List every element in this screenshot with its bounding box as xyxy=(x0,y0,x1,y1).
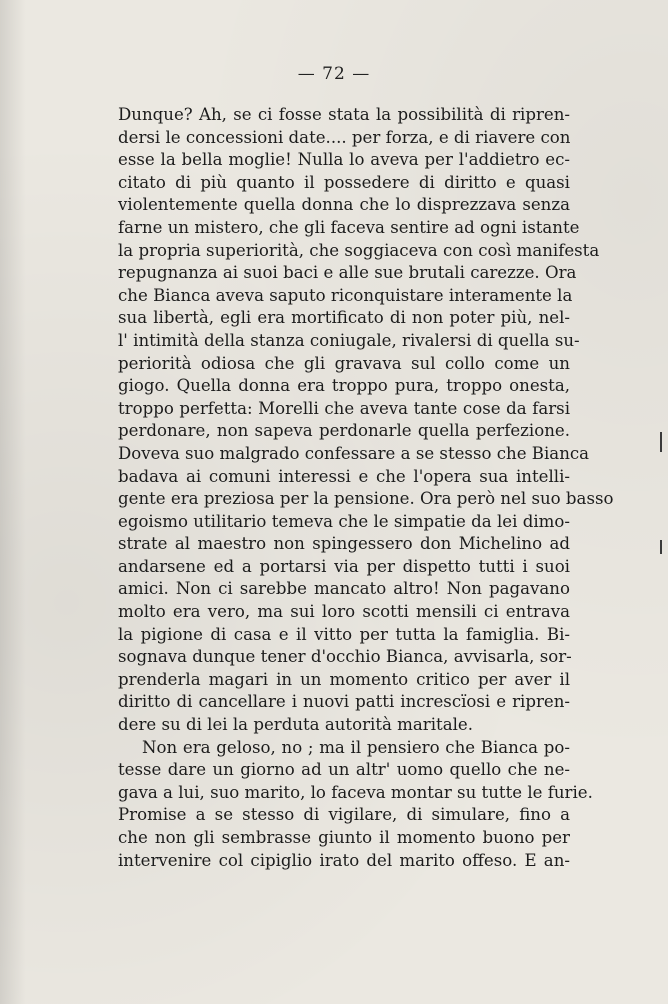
text-line: la pigione di casa e il vitto per tutta la famiglia. Bi- xyxy=(118,624,570,644)
text-line: che Bianca aveva saputo riconquistare interamente la xyxy=(118,285,573,305)
text-line: sognava dunque tener d'occhio Bianca, avvisarla, sor- xyxy=(118,647,572,667)
text-line: dersi le concessioni date.... per forza, e di riavere con xyxy=(118,127,571,147)
page-number: — 72 — xyxy=(297,64,371,84)
text-line: farne un mistero, che gli faceva sentire ad ogni istante xyxy=(118,217,580,237)
page-edge-mark xyxy=(660,540,662,554)
text-line: Non era geloso, no ; ma il pensiero che Bianca po- xyxy=(142,737,570,757)
text-line: citato di più quanto il possedere di diritto e quasi xyxy=(118,172,570,192)
text-line: egoismo utilitario temeva che le simpatie da lei dimo- xyxy=(118,511,570,531)
text-line: dere su di lei la perduta autorità maritale. xyxy=(118,715,473,735)
text-line: sua libertà, egli era mortificato di non poter più, nel- xyxy=(118,308,570,328)
body-text xyxy=(118,104,614,872)
text-line: che non gli sembrasse giunto il momento buono per xyxy=(118,828,570,847)
text-line: molto era vero, ma sui loro scotti mensili ci entrava xyxy=(118,602,570,622)
text-line: intervenire col cipiglio irato del marito offeso. E an- xyxy=(118,850,570,870)
page-gutter-shadow xyxy=(0,0,26,1004)
text-line: periorità odiosa che gli gravava sul collo come un xyxy=(118,353,570,373)
text-line: l' intimità della stanza coniugale, rivalersi di quella su- xyxy=(118,330,580,350)
page-edge-mark xyxy=(660,432,662,452)
text-line: la propria superiorità, che soggiaceva con così manifesta xyxy=(118,240,600,260)
text-line: Dunque? Ah, se ci fosse stata la possibilità di ripren- xyxy=(118,105,570,124)
text-line: repugnanza ai suoi baci e alle sue brutali carezze. Ora xyxy=(118,263,577,283)
text-line: gente era preziosa per la pensione. Ora però nel suo basso xyxy=(118,489,614,509)
text-line: badava ai comuni interessi e che l'opera sua intelli- xyxy=(118,466,570,486)
text-line: prenderla magari in un momento critico per aver il xyxy=(118,669,570,689)
text-line: giogo. Quella donna era troppo pura, troppo onesta, xyxy=(118,376,570,396)
text-line: amici. Non ci sarebbe mancato altro! Non pagavano xyxy=(118,579,570,599)
text-line: Promise a se stesso di vigilare, di simulare, fino a xyxy=(118,805,570,825)
text-line: Doveva suo malgrado confessare a se stesso che Bianca xyxy=(118,443,590,463)
text-line: andarsene ed a portarsi via per dispetto tutti i suoi xyxy=(118,556,570,576)
text-line: violentemente quella donna che lo disprezzava senza xyxy=(118,195,570,215)
text-line: tesse dare un giorno ad un altr' uomo quello che ne- xyxy=(118,760,570,780)
text-line: troppo perfetta: Morelli che aveva tante cose da farsi xyxy=(118,398,570,418)
text-line: gava a lui, suo marito, lo faceva montar su tutte le furie. xyxy=(118,782,593,802)
text-line: strate al maestro non spingessero don Michelino ad xyxy=(118,534,570,554)
paragraph xyxy=(118,104,614,737)
text-line: diritto di cancellare i nuovi patti increscïosi e ripren- xyxy=(118,692,570,712)
paragraph xyxy=(118,737,593,873)
text-line: esse la bella moglie! Nulla lo aveva per l'addietro ec- xyxy=(118,150,570,170)
text-line: perdonare, non sapeva perdonarle quella perfezione. xyxy=(118,421,570,441)
